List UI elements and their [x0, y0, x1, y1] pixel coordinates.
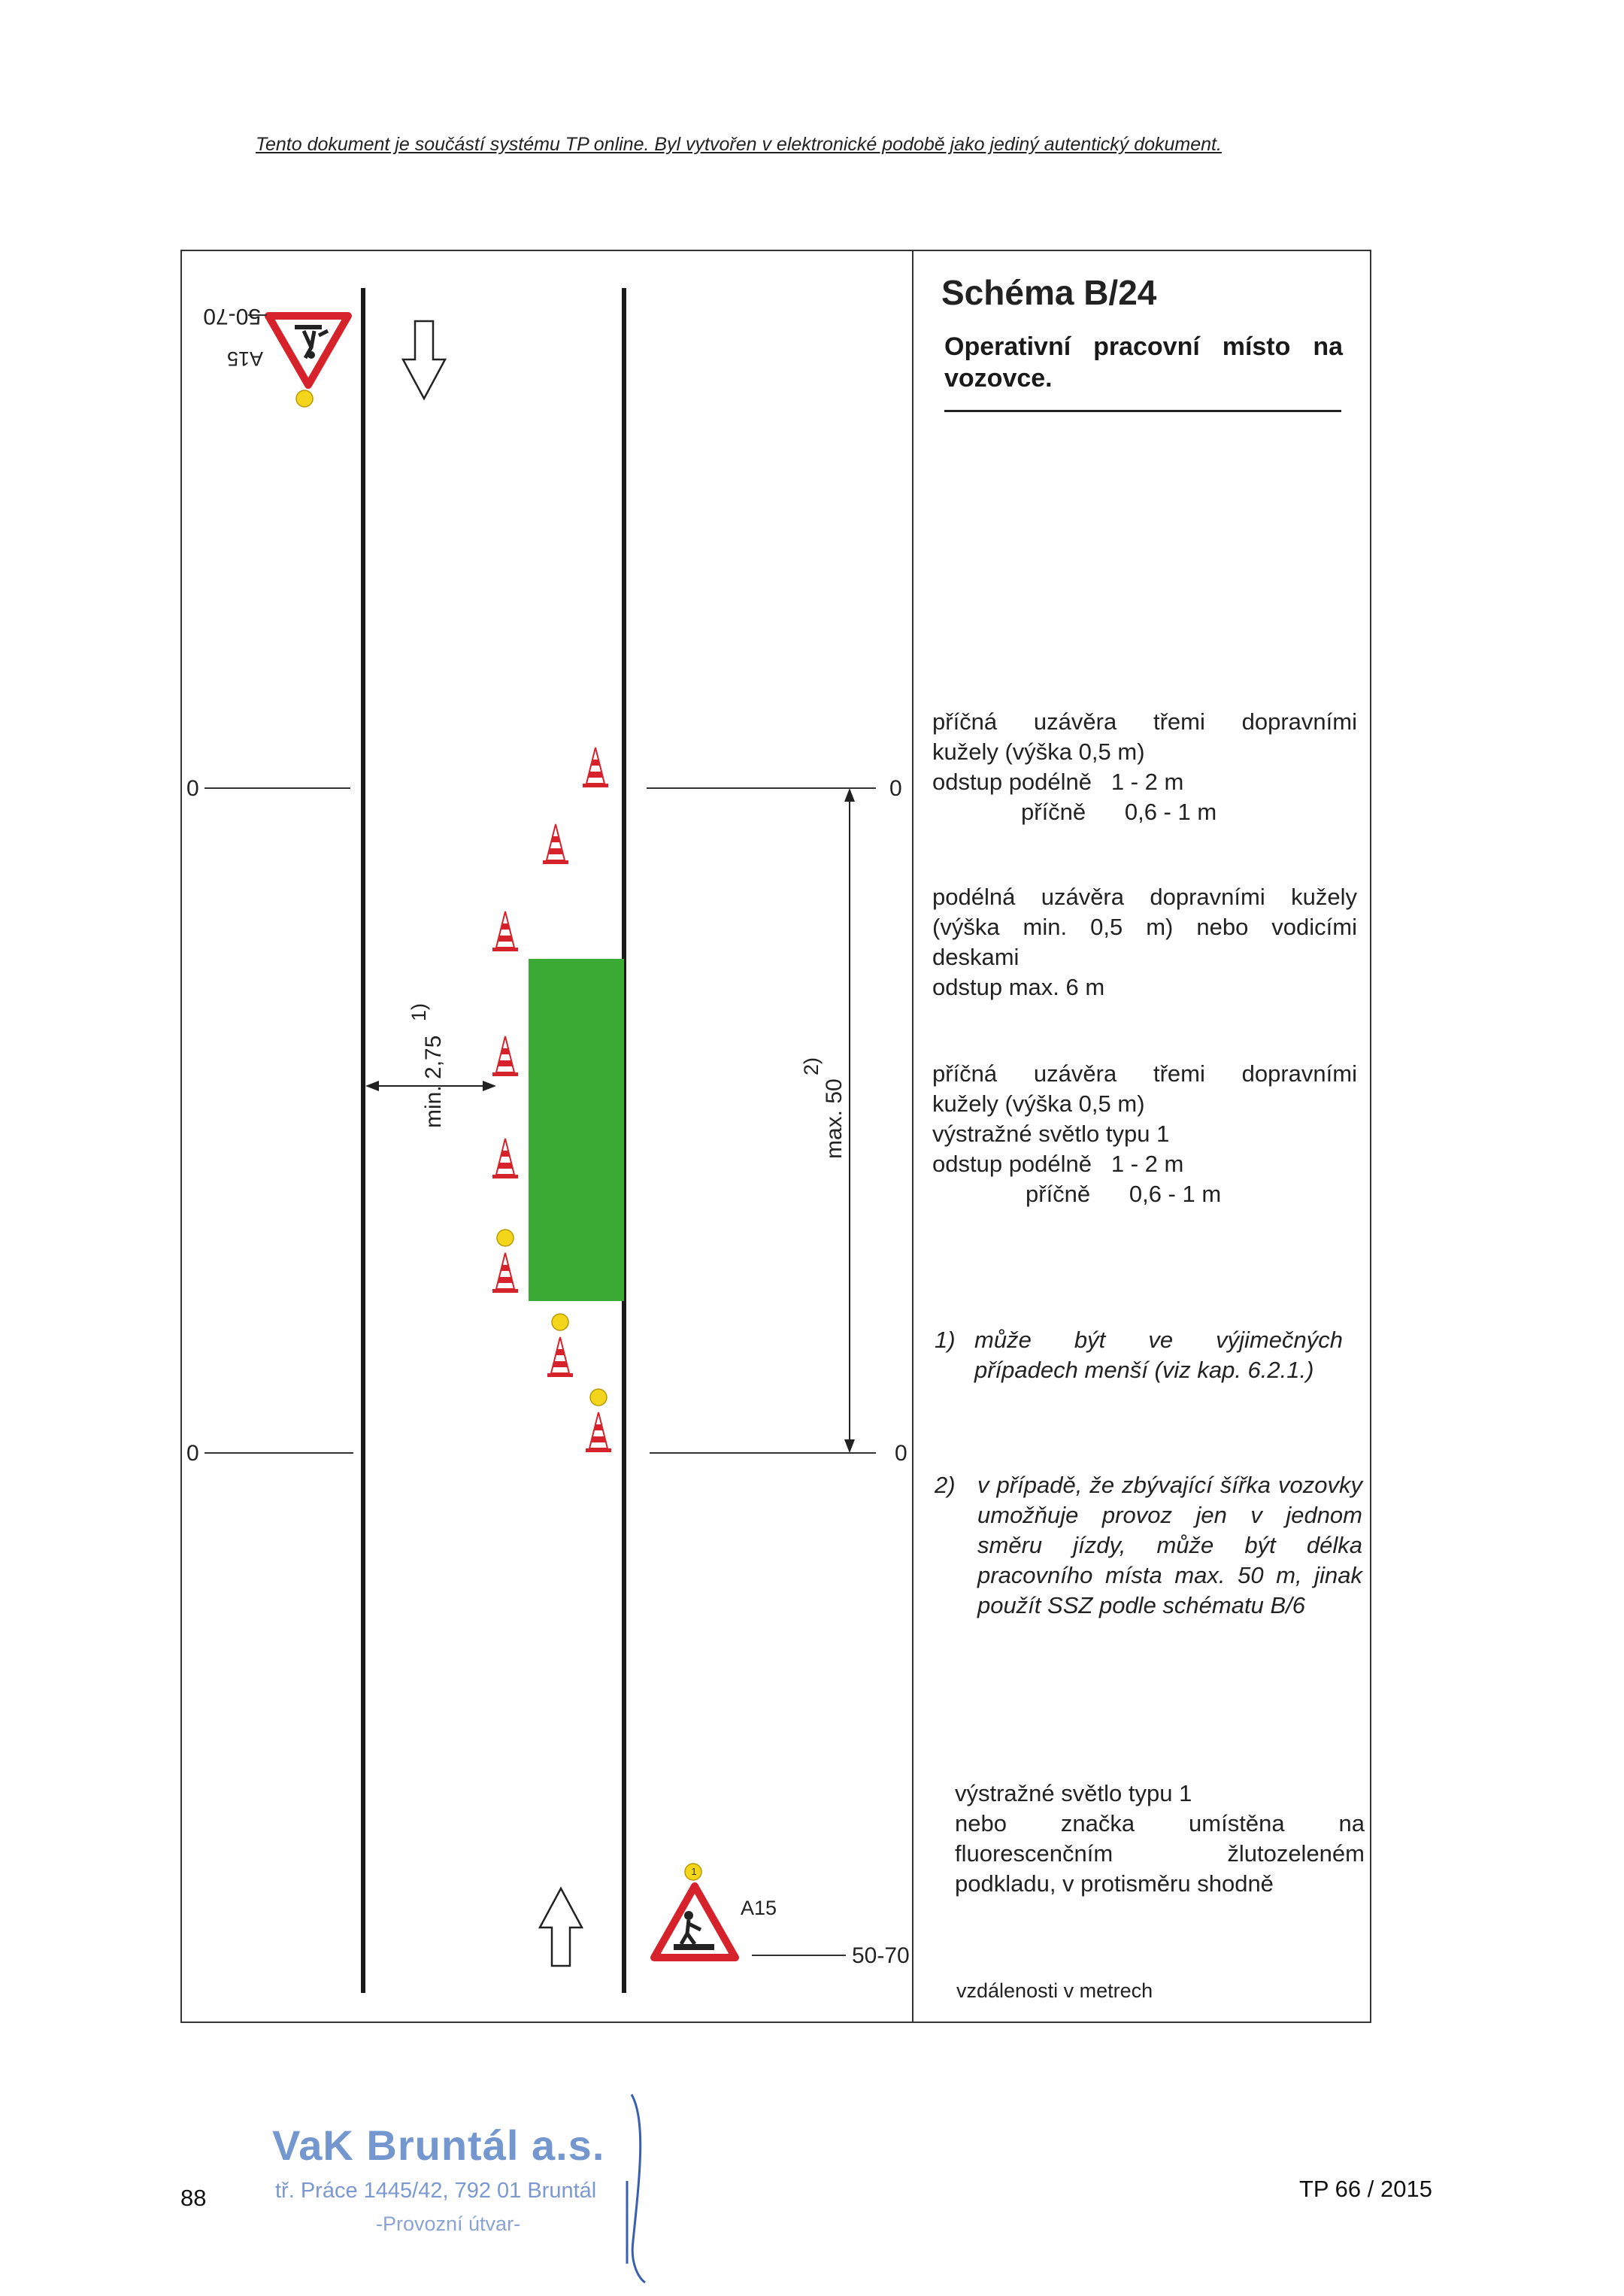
warning-light-top [296, 390, 313, 407]
min-width-label: min. 2,75 [421, 1035, 446, 1128]
title-underline [944, 410, 1341, 412]
stamp-unit: -Provozní útvar- [376, 2213, 521, 2235]
page-number: 88 [180, 2185, 207, 2211]
schema-title: Schéma B/24 [941, 273, 1157, 312]
stamp-address: tř. Práce 1445/42, 792 01 Bruntál [275, 2179, 597, 2203]
cone [547, 1337, 573, 1377]
roadworks-sign-bottom-icon [654, 1886, 735, 1958]
note-2-number: 2) [935, 1472, 956, 1498]
note-1-text: může být ve výjimečných případech menší (viz kap. 6.2.1.) [974, 1327, 1343, 1383]
cone [586, 1412, 611, 1452]
road-diagram [0, 0, 914, 2031]
signature-stroke [617, 2091, 662, 2286]
cone [583, 748, 608, 787]
arrow-down-icon [403, 321, 445, 399]
cone [492, 1036, 518, 1076]
zero-label-right-bottom: 0 [895, 1441, 907, 1466]
units-note: vzdálenosti v metrech [956, 1979, 1153, 2002]
cone [543, 824, 568, 864]
desc-top-closure: příčná uzávěra třemi dopravními kužely (výška 0,5 m) odstup podélně 1 - 2 m příčně 0,6 - 1 m [932, 708, 1357, 825]
arrow-up-icon [540, 1888, 582, 1966]
sign-top-distance: 50-70 [203, 304, 261, 329]
desc-longitudinal: podélná uzávěra dopravními kužely (výška min. 0,5 m) nebo vodicími deskami odstup max. 6 m [932, 884, 1357, 1000]
desc-warning-light: výstražné světlo typu 1 nebo značka umístěna na fluorescenčním žlutozeleném podkladu, v protisměru shodně [955, 1780, 1365, 1897]
sign-top-code: A15 [226, 347, 263, 370]
cone [492, 1253, 518, 1293]
zero-label-left-bottom: 0 [186, 1441, 199, 1466]
doc-code: TP 66 / 2015 [1299, 2176, 1432, 2202]
length-arrow-bottom [844, 1439, 855, 1453]
roadworks-sign-top-icon [268, 316, 348, 385]
sign-bottom-code: A15 [741, 1897, 777, 1919]
warning-light [497, 1230, 514, 1246]
warning-light [552, 1314, 568, 1330]
header-note: Tento dokument je součástí systému TP online. Byl vytvořen v elektronické podobě jako jediný autentický dokument. [256, 134, 1222, 155]
sign-bottom-distance: 50-70 [852, 1943, 910, 1968]
length-arrow-top [844, 788, 855, 802]
width-arrow-left [365, 1081, 379, 1091]
note-2-text: v případě, že zbývající šířka vozovky umožňuje provoz jen v jednom směru jízdy, může být délka pracovního místa max. 50 m, jinak použít SSZ podle schématu B/6 [977, 1472, 1362, 1618]
stamp-company-name: VaK Bruntál a.s. [272, 2122, 605, 2169]
warning-light [590, 1389, 607, 1406]
zero-label-left-top: 0 [186, 776, 199, 801]
max-length-footnote: 2) [800, 1057, 823, 1075]
width-arrow-right [483, 1081, 496, 1091]
work-zone [529, 959, 624, 1301]
note-1-number: 1) [935, 1327, 956, 1353]
max-length-label: max. 50 [822, 1078, 847, 1159]
cone [492, 911, 518, 951]
schema-subtitle: Operativní pracovní místo na vozovce. [944, 332, 1343, 393]
warning-light-number: 1 [691, 1866, 697, 1877]
min-width-footnote: 1) [408, 1002, 430, 1021]
cone [492, 1139, 518, 1178]
desc-bottom-closure: příčná uzávěra třemi dopravními kužely (výška 0,5 m) výstražné světlo typu 1 odstup podélně 1 - 2 m příčně 0,6 - 1 m [932, 1060, 1357, 1207]
zero-label-right-top: 0 [889, 776, 902, 801]
